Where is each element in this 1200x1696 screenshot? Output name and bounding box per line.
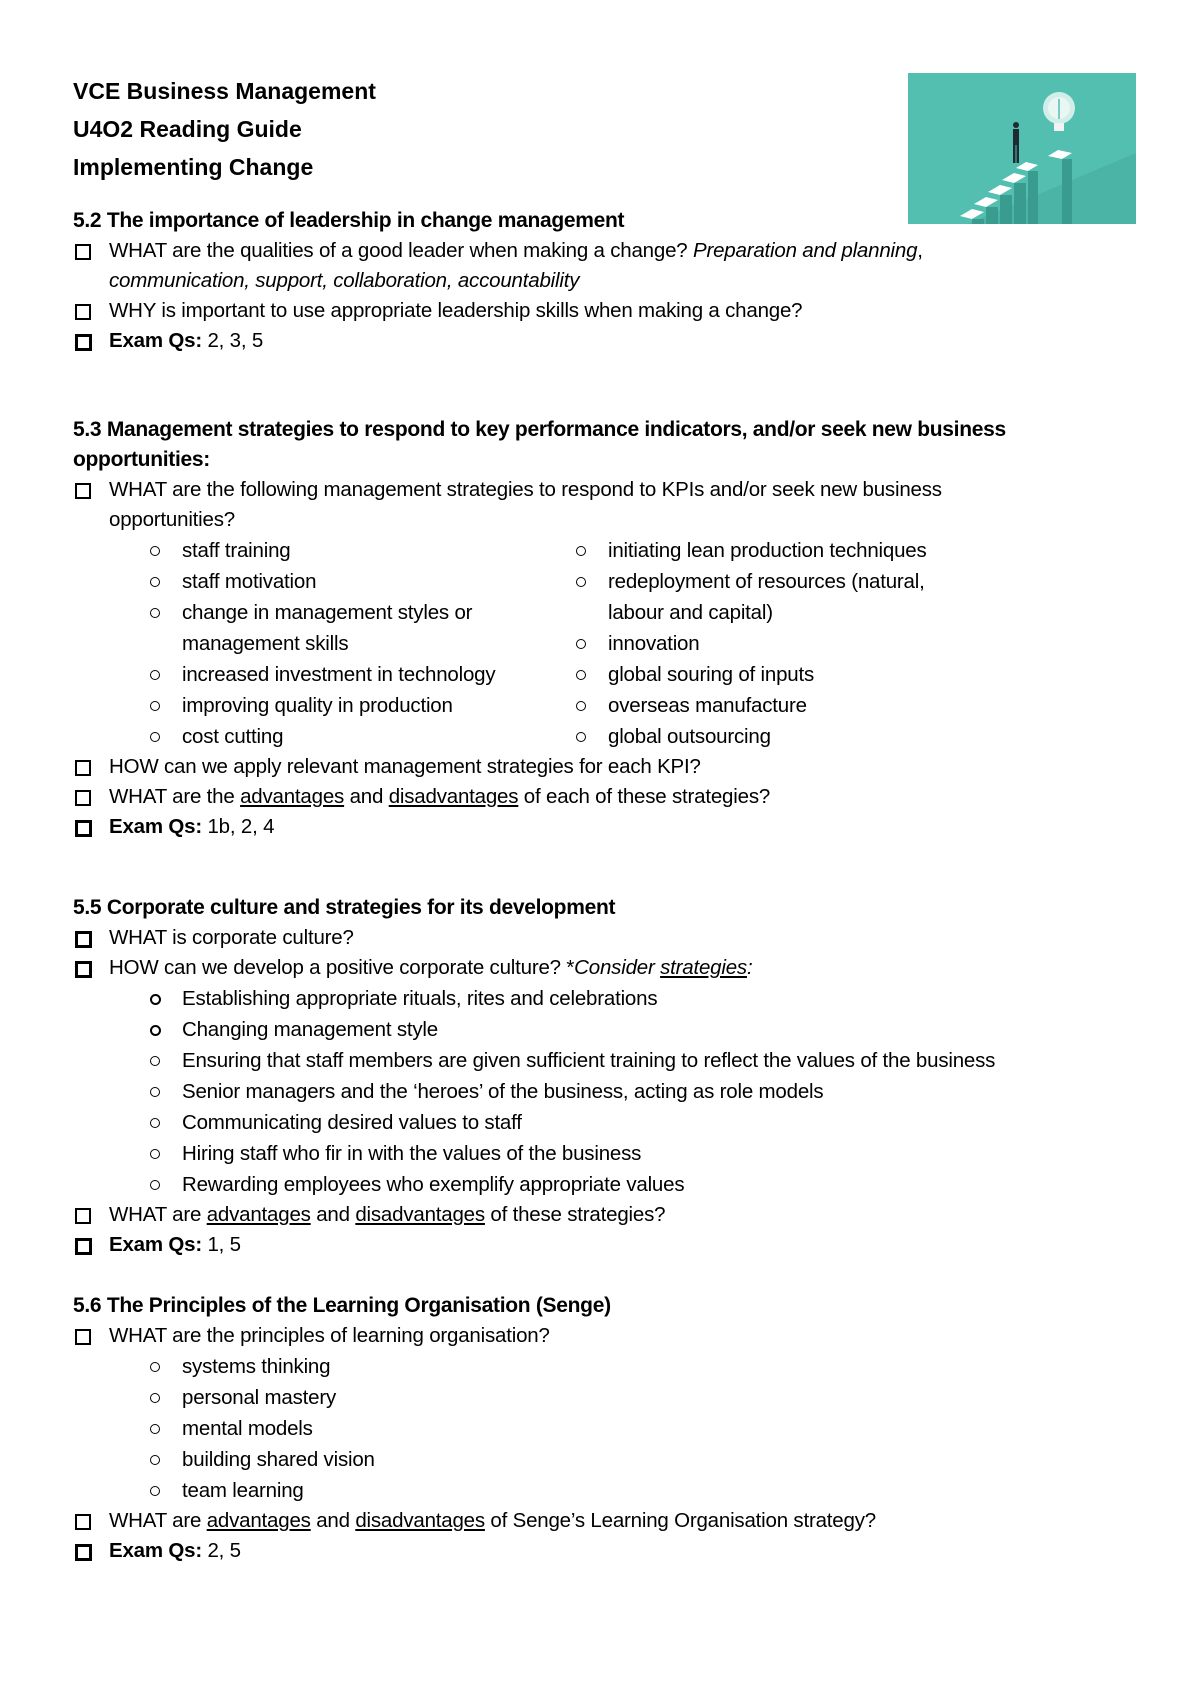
- hollow-bullet-icon: [576, 670, 586, 680]
- hollow-bullet-icon: [150, 1424, 160, 1434]
- hollow-bullet-icon: [150, 1056, 160, 1066]
- topic-title: Implementing Change: [73, 154, 314, 180]
- strategy-list: [73, 535, 1133, 752]
- hollow-bullet-icon: [150, 1025, 161, 1036]
- checkbox-icon[interactable]: [75, 931, 92, 948]
- checklist-item: WHAT are the following management strategies to respond to KPIs and/or seek new business: [73, 475, 1133, 505]
- checkbox-icon[interactable]: [75, 483, 91, 499]
- list-item: Hiring staff who fir in with the values of the business: [73, 1138, 1133, 1169]
- list-item: personal mastery: [73, 1382, 1133, 1413]
- checklist-item: WHAT are the principles of learning organisation?: [73, 1321, 1133, 1351]
- checklist-item: WHAT are advantages and disadvantages of Senge’s Learning Organisation strategy?: [73, 1506, 1133, 1536]
- checkbox-icon[interactable]: [75, 334, 92, 351]
- checkbox-icon[interactable]: [75, 304, 91, 320]
- section-heading: 5.5 Corporate culture and strategies for its development: [73, 896, 616, 919]
- hollow-bullet-icon: [150, 701, 160, 711]
- list-item: Senior managers and the ‘heroes’ of the business, acting as role models: [73, 1076, 1133, 1107]
- strategy-list-right: [499, 535, 1133, 752]
- section-5-2: [73, 206, 1133, 356]
- hollow-bullet-icon: [150, 1180, 160, 1190]
- hollow-bullet-icon: [150, 1393, 160, 1403]
- checklist-item-continuation: communication, support, collaboration, accountability: [109, 269, 580, 292]
- section-5-6: [73, 1291, 1133, 1566]
- checklist-item: WHAT are the qualities of a good leader when making a change? Preparation and planning,: [73, 236, 1133, 266]
- hollow-bullet-icon: [576, 701, 586, 711]
- list-item: Communicating desired values to staff: [73, 1107, 1133, 1138]
- list-item: overseas manufacture: [499, 690, 1133, 721]
- course-title: VCE Business Management: [73, 78, 376, 104]
- list-item: redeployment of resources (natural,: [499, 566, 1133, 597]
- list-item: Ensuring that staff members are given sufficient training to reflect the values of the business: [73, 1045, 1133, 1076]
- checklist-item: WHAT are the advantages and disadvantages of each of these strategies?: [73, 782, 1133, 812]
- list-item: building shared vision: [73, 1444, 1133, 1475]
- list-item: team learning: [73, 1475, 1133, 1506]
- list-item: Establishing appropriate rituals, rites and celebrations: [73, 983, 1133, 1014]
- section-5-3: [73, 415, 1133, 842]
- checkbox-icon[interactable]: [75, 1208, 91, 1224]
- checkbox-icon[interactable]: [75, 244, 91, 260]
- list-item-continuation: labour and capital): [608, 601, 773, 624]
- checklist-item-exam: Exam Qs: 1b, 2, 4: [73, 812, 1133, 842]
- list-item: change in management styles or: [73, 597, 640, 628]
- list-item: staff training: [73, 535, 640, 566]
- checkbox-icon[interactable]: [75, 961, 92, 978]
- section-heading: 5.3 Management strategies to respond to key performance indicators, and/or seek new business: [73, 418, 1006, 441]
- list-item: global souring of inputs: [499, 659, 1133, 690]
- checklist-item-exam: Exam Qs: 1, 5: [73, 1230, 1133, 1260]
- checkbox-icon[interactable]: [75, 820, 92, 837]
- checkbox-icon[interactable]: [75, 1329, 91, 1345]
- hollow-bullet-icon: [576, 732, 586, 742]
- checkbox-icon[interactable]: [75, 1544, 92, 1561]
- section-heading-continuation: opportunities:: [73, 448, 210, 471]
- checklist-item: HOW can we apply relevant management strategies for each KPI?: [73, 752, 1133, 782]
- hollow-bullet-icon: [150, 546, 160, 556]
- list-item: Rewarding employees who exemplify appropriate values: [73, 1169, 1133, 1200]
- checkbox-icon[interactable]: [75, 1238, 92, 1255]
- hollow-bullet-icon: [150, 1149, 160, 1159]
- list-item-continuation: management skills: [182, 632, 349, 655]
- hollow-bullet-icon: [150, 577, 160, 587]
- checkbox-icon[interactable]: [75, 1514, 91, 1530]
- checklist-item-exam: Exam Qs: 2, 3, 5: [73, 326, 1133, 356]
- section-heading: 5.2 The importance of leadership in change management: [73, 209, 625, 232]
- checklist-item: HOW can we develop a positive corporate culture? *Consider strategies:: [73, 953, 1133, 983]
- section-heading: 5.6 The Principles of the Learning Organisation (Senge): [73, 1294, 611, 1317]
- hollow-bullet-icon: [150, 1362, 160, 1372]
- hollow-bullet-icon: [150, 732, 160, 742]
- document-header: [73, 72, 1133, 186]
- hollow-bullet-icon: [150, 1486, 160, 1496]
- hollow-bullet-icon: [576, 546, 586, 556]
- list-item: staff motivation: [73, 566, 640, 597]
- hollow-bullet-icon: [576, 639, 586, 649]
- section-5-5: [73, 893, 1133, 1260]
- list-item: increased investment in technology: [73, 659, 640, 690]
- list-item: Changing management style: [73, 1014, 1133, 1045]
- list-item: mental models: [73, 1413, 1133, 1444]
- checklist-item: WHAT are advantages and disadvantages of these strategies?: [73, 1200, 1133, 1230]
- list-item: cost cutting: [73, 721, 640, 752]
- hollow-bullet-icon: [576, 577, 586, 587]
- list-item: improving quality in production: [73, 690, 640, 721]
- list-item: initiating lean production techniques: [499, 535, 1133, 566]
- hollow-bullet-icon: [150, 670, 160, 680]
- checklist-item-continuation: opportunities?: [109, 508, 235, 531]
- list-item: innovation: [499, 628, 1133, 659]
- checklist-item: WHAT is corporate culture?: [73, 923, 1133, 953]
- list-item: systems thinking: [73, 1351, 1133, 1382]
- checkbox-icon[interactable]: [75, 790, 91, 806]
- checkbox-icon[interactable]: [75, 760, 91, 776]
- hollow-bullet-icon: [150, 1455, 160, 1465]
- hollow-bullet-icon: [150, 994, 161, 1005]
- checklist-item: WHY is important to use appropriate leadership skills when making a change?: [73, 296, 1133, 326]
- guide-title: U4O2 Reading Guide: [73, 116, 302, 142]
- hollow-bullet-icon: [150, 1087, 160, 1097]
- list-item: global outsourcing: [499, 721, 1133, 752]
- hollow-bullet-icon: [150, 608, 160, 618]
- document-page: [73, 72, 1133, 1566]
- checklist-item-exam: Exam Qs: 2, 5: [73, 1536, 1133, 1566]
- hollow-bullet-icon: [150, 1118, 160, 1128]
